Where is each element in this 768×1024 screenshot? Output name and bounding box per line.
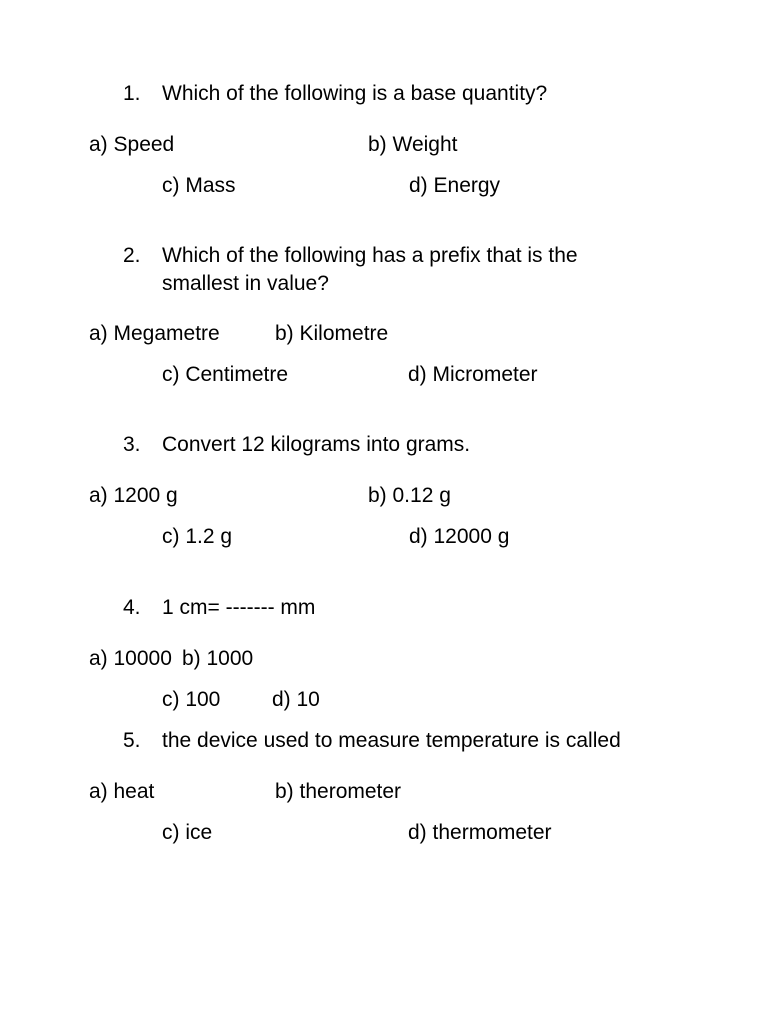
option-b: b) 1000 <box>182 647 254 670</box>
question-number: 4. <box>123 596 141 619</box>
option-b: b) 0.12 g <box>368 484 451 507</box>
option-c: c) Mass <box>162 174 236 197</box>
question-text: Which of the following is a base quantity? <box>162 82 548 105</box>
option-c: c) 1.2 g <box>162 525 233 548</box>
question-number: 2. <box>123 244 141 267</box>
option-c: c) ice <box>162 821 213 844</box>
question-text: Convert 12 kilograms into grams. <box>162 433 471 456</box>
question-text: smallest in value? <box>162 272 329 295</box>
option-d: d) thermometer <box>408 821 552 844</box>
question-number: 3. <box>123 433 141 456</box>
question-text: Which of the following has a prefix that is the <box>162 244 578 267</box>
option-b: b) therometer <box>275 780 402 803</box>
option-a: a) 10000 <box>89 647 172 670</box>
question-number: 1. <box>123 82 141 105</box>
option-b: b) Weight <box>368 133 458 156</box>
option-a: a) Megametre <box>89 322 220 345</box>
option-c: c) Centimetre <box>162 363 289 386</box>
option-a: a) 1200 g <box>89 484 178 507</box>
option-d: d) Micrometer <box>408 363 538 386</box>
question-text: the device used to measure temperature is called <box>162 729 621 752</box>
question-text: 1 cm= ------- mm <box>162 596 316 619</box>
option-a: a) Speed <box>89 133 175 156</box>
option-c: c) 100 <box>162 688 221 711</box>
option-d: d) 10 <box>272 688 320 711</box>
option-a: a) heat <box>89 780 155 803</box>
option-d: d) Energy <box>409 174 501 197</box>
option-b: b) Kilometre <box>275 322 389 345</box>
option-d: d) 12000 g <box>409 525 510 548</box>
question-number: 5. <box>123 729 141 752</box>
